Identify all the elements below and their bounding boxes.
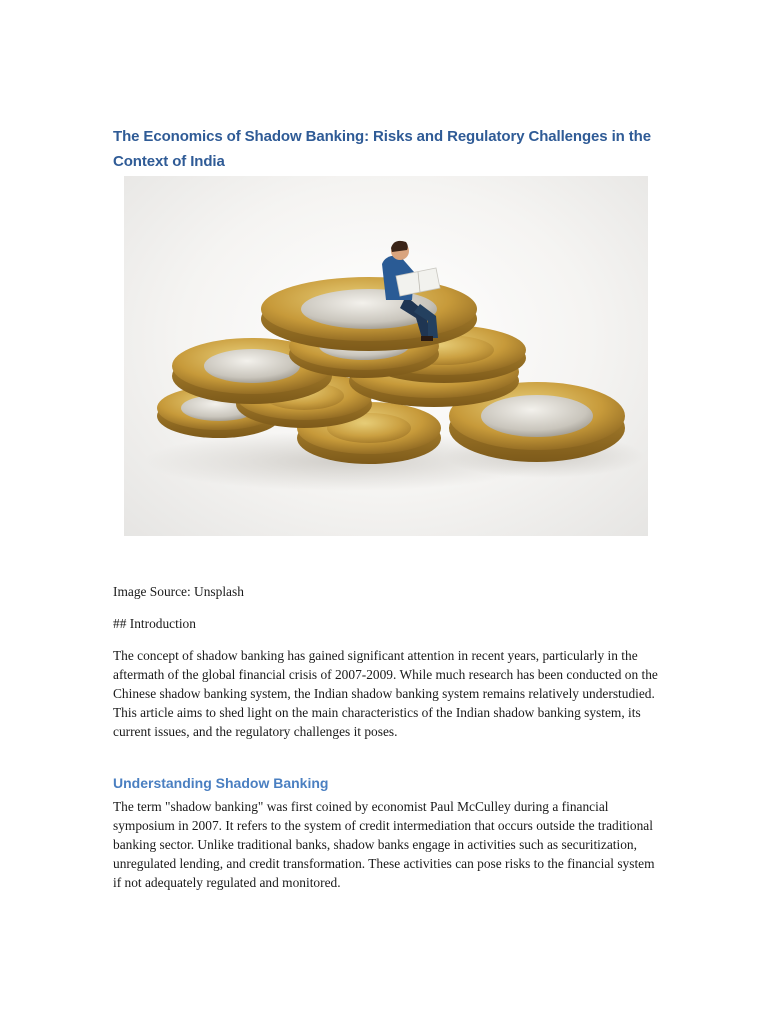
intro-paragraph: The concept of shadow banking has gained significant attention in recent years, particularly in the aftermath of the global financial crisis of 2007-2009. While much research has been conducted on the Chinese shadow banking system, the Indian shadow banking system remains relatively understudied. This article aims to shed light on the main characteristics of the Indian shadow banking system, its current issues, and the regulatory challenges it poses. xyxy=(113,648,658,739)
document-page xyxy=(113,124,658,890)
image-caption: Image Source: Unsplash xyxy=(113,584,244,599)
document-title: The Economics of Shadow Banking: Risks and Regulatory Challenges in the Context of India xyxy=(113,128,651,170)
section-heading: Understanding Shadow Banking xyxy=(113,775,329,791)
coins-image xyxy=(124,176,648,536)
section-paragraph: The term "shadow banking" was first coined by economist Paul McCulley during a financial symposium in 2007. It refers to the system of credit intermediation that occurs outside the traditional banking sector. Unlike traditional banks, shadow banks engage in activities such as securitization, unregulated lending, and credit transformation. These activities can pose risks to the financial system if not adequately regulated and monitored. xyxy=(113,799,655,890)
intro-heading: ## Introduction xyxy=(113,616,196,631)
